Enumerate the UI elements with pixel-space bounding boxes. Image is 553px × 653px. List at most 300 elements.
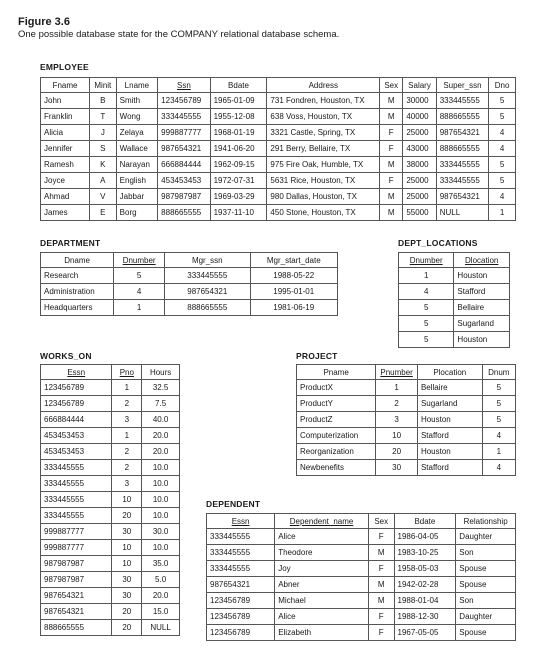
column-header-label: Mgr_ssn	[191, 256, 223, 265]
table-cell: F	[380, 173, 403, 189]
table-cell: T	[90, 109, 117, 125]
column-header-label: Dnumber	[122, 256, 156, 265]
table-cell: M	[368, 577, 394, 593]
department-column-header	[165, 253, 250, 268]
table-cell: Daughter	[456, 609, 516, 625]
table-row	[41, 460, 180, 476]
table-cell: Wallace	[116, 141, 158, 157]
table-row	[41, 173, 516, 189]
table-cell: 20	[112, 604, 142, 620]
table-row	[207, 609, 516, 625]
table-cell: 333445555	[41, 508, 112, 524]
table-row	[41, 556, 180, 572]
table-cell: 30.0	[142, 524, 180, 540]
column-header-label: Relationship	[463, 517, 508, 526]
table-cell: Houston	[454, 268, 510, 284]
table-cell: 20	[112, 508, 142, 524]
table-cell: 1983-10-25	[394, 545, 456, 561]
figure-title: Figure 3.6	[18, 16, 70, 28]
column-header-label: Minit	[94, 81, 112, 90]
column-header-label: Mgr_start_date	[266, 256, 321, 265]
table-cell: 333445555	[41, 460, 112, 476]
table-cell: Stafford	[417, 460, 482, 476]
table-cell: 888665555	[436, 141, 488, 157]
table-cell: Administration	[41, 284, 114, 300]
table-cell: NULL	[142, 620, 180, 636]
employee-header-row	[41, 78, 516, 93]
table-cell: 5	[489, 109, 516, 125]
table-cell: 333445555	[41, 492, 112, 508]
table-cell: ProductX	[297, 380, 376, 396]
table-cell: Alice	[275, 609, 369, 625]
table-row	[41, 93, 516, 109]
table-cell: 987654321	[207, 577, 275, 593]
table-cell: M	[368, 545, 394, 561]
table-cell: 1941-06-20	[210, 141, 267, 157]
column-header-label: Salary	[408, 81, 431, 90]
table-cell: 10.0	[142, 492, 180, 508]
table-cell: English	[116, 173, 158, 189]
employee-column-header	[489, 78, 516, 93]
works-on-column-header	[142, 365, 180, 380]
table-row	[297, 396, 516, 412]
table-row	[41, 588, 180, 604]
table-cell: 1	[114, 300, 165, 316]
dept-locations-column-header	[454, 253, 510, 268]
table-cell: 888665555	[436, 109, 488, 125]
table-cell: 1988-12-30	[394, 609, 456, 625]
employee-column-header	[158, 78, 210, 93]
table-cell: ProductY	[297, 396, 376, 412]
column-header-label: Dname	[64, 256, 90, 265]
table-cell: 1967-05-05	[394, 625, 456, 641]
table-cell: Ramesh	[41, 157, 90, 173]
department-column-header	[250, 253, 338, 268]
table-cell: 1	[112, 428, 142, 444]
table-cell: 5631 Rice, Houston, TX	[267, 173, 380, 189]
column-header-label: Fname	[52, 81, 78, 90]
table-cell: Research	[41, 268, 114, 284]
table-row	[41, 141, 516, 157]
employee-column-header	[267, 78, 380, 93]
table-row	[41, 412, 180, 428]
table-cell: 1969-03-29	[210, 189, 267, 205]
table-cell: 123456789	[207, 625, 275, 641]
table-row	[41, 508, 180, 524]
table-cell: Ahmad	[41, 189, 90, 205]
column-header-label: Super_ssn	[443, 81, 482, 90]
table-row	[207, 625, 516, 641]
table-cell: 666884444	[41, 412, 112, 428]
table-cell: K	[90, 157, 117, 173]
table-cell: Borg	[116, 205, 158, 221]
table-cell: 3	[112, 476, 142, 492]
table-row	[297, 460, 516, 476]
table-cell: Sugarland	[454, 316, 510, 332]
table-cell: 10	[376, 428, 418, 444]
works-on-title: WORKS_ON	[40, 351, 92, 361]
table-cell: 2	[376, 396, 418, 412]
table-cell: J	[90, 125, 117, 141]
works-on-column-header	[41, 365, 112, 380]
table-row	[41, 125, 516, 141]
table-cell: 10	[112, 492, 142, 508]
employee-column-header	[380, 78, 403, 93]
dependent-column-header	[207, 514, 275, 529]
table-cell: Alicia	[41, 125, 90, 141]
works-on-column-header	[112, 365, 142, 380]
table-cell: 666884444	[158, 157, 210, 173]
table-cell: 10	[112, 540, 142, 556]
table-cell: Daughter	[456, 529, 516, 545]
table-cell: Smith	[116, 93, 158, 109]
table-row	[399, 332, 510, 348]
dependent-header-row	[207, 514, 516, 529]
table-row	[41, 268, 338, 284]
column-header-label: Address	[308, 81, 338, 90]
table-cell: Son	[456, 593, 516, 609]
dependent-column-header	[275, 514, 369, 529]
table-cell: 987654321	[165, 284, 250, 300]
table-cell: 333445555	[436, 173, 488, 189]
table-cell: 987654321	[41, 588, 112, 604]
table-cell: 5	[482, 396, 515, 412]
table-row	[41, 396, 180, 412]
table-cell: Jabbar	[116, 189, 158, 205]
table-cell: Newbenefits	[297, 460, 376, 476]
table-cell: 987654321	[436, 125, 488, 141]
table-row	[399, 316, 510, 332]
table-cell: 3321 Castle, Spring, TX	[267, 125, 380, 141]
table-cell: Houston	[417, 444, 482, 460]
column-header-label: Dlocation	[465, 256, 499, 265]
table-cell: 25000	[403, 189, 436, 205]
column-header-label: Essn	[67, 368, 86, 377]
column-header-label: Sex	[374, 517, 389, 526]
table-cell: 1968-01-19	[210, 125, 267, 141]
table-cell: 5	[399, 300, 454, 316]
table-row	[207, 593, 516, 609]
table-cell: 38000	[403, 157, 436, 173]
table-cell: 20.0	[142, 588, 180, 604]
dept-locations-table	[398, 252, 510, 348]
table-cell: F	[380, 141, 403, 157]
table-cell: M	[380, 93, 403, 109]
column-header-label: Ssn	[176, 81, 191, 90]
table-cell: 30	[112, 572, 142, 588]
column-header-label: Sex	[384, 81, 399, 90]
table-cell: 333445555	[436, 93, 488, 109]
table-row	[207, 529, 516, 545]
table-cell: 123456789	[158, 93, 210, 109]
table-row	[41, 572, 180, 588]
dept-locations-title: DEPT_LOCATIONS	[398, 238, 478, 248]
table-cell: 1965-01-09	[210, 93, 267, 109]
employee-column-header	[210, 78, 267, 93]
table-cell: 453453453	[158, 173, 210, 189]
table-cell: Houston	[454, 332, 510, 348]
works-on-table	[40, 364, 180, 636]
table-cell: 10.0	[142, 508, 180, 524]
table-cell: 333445555	[41, 476, 112, 492]
table-row	[297, 444, 516, 460]
table-cell: 2	[112, 444, 142, 460]
table-row	[41, 428, 180, 444]
table-cell: 4	[114, 284, 165, 300]
department-table	[40, 252, 338, 316]
dependent-table	[206, 513, 516, 641]
table-cell: 5.0	[142, 572, 180, 588]
table-cell: 5	[399, 332, 454, 348]
table-row	[41, 476, 180, 492]
table-row	[41, 492, 180, 508]
table-row	[399, 268, 510, 284]
table-cell: 40.0	[142, 412, 180, 428]
table-cell: S	[90, 141, 117, 157]
table-cell: 4	[489, 141, 516, 157]
table-cell: 10.0	[142, 540, 180, 556]
table-cell: 1988-05-22	[250, 268, 338, 284]
table-cell: F	[380, 125, 403, 141]
table-row	[41, 205, 516, 221]
table-row	[41, 604, 180, 620]
table-cell: 4	[482, 460, 515, 476]
table-cell: 55000	[403, 205, 436, 221]
table-cell: 1	[482, 444, 515, 460]
column-header-label: Pname	[323, 368, 349, 377]
table-cell: Computerization	[297, 428, 376, 444]
table-cell: Stafford	[454, 284, 510, 300]
dept-locations-header-row	[399, 253, 510, 268]
table-cell: 123456789	[207, 609, 275, 625]
table-cell: Jennifer	[41, 141, 90, 157]
table-cell: 1988-01-04	[394, 593, 456, 609]
column-header-label: Lname	[124, 81, 150, 90]
table-cell: 20	[376, 444, 418, 460]
table-cell: 32.5	[142, 380, 180, 396]
project-column-header	[482, 365, 515, 380]
table-cell: Stafford	[417, 428, 482, 444]
column-header-label: Plocation	[433, 368, 467, 377]
table-cell: 20.0	[142, 444, 180, 460]
table-cell: Elizabeth	[275, 625, 369, 641]
table-cell: E	[90, 205, 117, 221]
table-row	[41, 524, 180, 540]
project-header-row	[297, 365, 516, 380]
table-row	[41, 540, 180, 556]
table-row	[41, 620, 180, 636]
table-cell: 4	[482, 428, 515, 444]
table-cell: 1986-04-05	[394, 529, 456, 545]
project-column-header	[376, 365, 418, 380]
dependent-column-header	[394, 514, 456, 529]
column-header-label: Dependent_name	[289, 517, 354, 526]
table-cell: 333445555	[207, 561, 275, 577]
table-cell: 888665555	[158, 205, 210, 221]
table-cell: F	[368, 609, 394, 625]
table-cell: 987654321	[436, 189, 488, 205]
table-cell: Spouse	[456, 577, 516, 593]
department-column-header	[114, 253, 165, 268]
table-cell: 453453453	[41, 428, 112, 444]
table-row	[399, 300, 510, 316]
table-cell: 5	[482, 412, 515, 428]
table-cell: F	[368, 625, 394, 641]
table-cell: Spouse	[456, 561, 516, 577]
table-cell: 731 Fondren, Houston, TX	[267, 93, 380, 109]
column-header-label: Pno	[119, 368, 134, 377]
dependent-title: DEPENDENT	[206, 499, 261, 509]
table-cell: 123456789	[41, 380, 112, 396]
table-cell: Narayan	[116, 157, 158, 173]
table-cell: M	[368, 593, 394, 609]
table-cell: 888665555	[165, 300, 250, 316]
department-column-header	[41, 253, 114, 268]
table-cell: 987987987	[41, 572, 112, 588]
table-cell: 30	[112, 588, 142, 604]
table-cell: 5	[489, 93, 516, 109]
table-cell: 5	[399, 316, 454, 332]
table-cell: 999887777	[158, 125, 210, 141]
table-cell: Reorganization	[297, 444, 376, 460]
department-header-row	[41, 253, 338, 268]
table-cell: M	[380, 109, 403, 125]
table-cell: 888665555	[41, 620, 112, 636]
table-row	[41, 189, 516, 205]
table-cell: Abner	[275, 577, 369, 593]
table-cell: 4	[489, 125, 516, 141]
table-cell: 35.0	[142, 556, 180, 572]
table-row	[297, 380, 516, 396]
table-cell: V	[90, 189, 117, 205]
table-cell: 333445555	[207, 529, 275, 545]
employee-title: EMPLOYEE	[40, 62, 89, 72]
table-cell: Joyce	[41, 173, 90, 189]
table-cell: 987987987	[158, 189, 210, 205]
table-cell: 975 Fire Oak, Humble, TX	[267, 157, 380, 173]
column-header-label: Dnumber	[409, 256, 443, 265]
table-row	[41, 109, 516, 125]
dept-locations-column-header	[399, 253, 454, 268]
project-column-header	[297, 365, 376, 380]
table-cell: 1962-09-15	[210, 157, 267, 173]
table-cell: 1942-02-28	[394, 577, 456, 593]
table-cell: 333445555	[158, 109, 210, 125]
table-cell: Joy	[275, 561, 369, 577]
employee-table	[40, 77, 516, 221]
employee-column-header	[436, 78, 488, 93]
project-table	[296, 364, 516, 476]
table-cell: 1937-11-10	[210, 205, 267, 221]
table-cell: 1	[399, 268, 454, 284]
table-cell: 980 Dallas, Houston, TX	[267, 189, 380, 205]
table-cell: 333445555	[165, 268, 250, 284]
table-row	[41, 284, 338, 300]
table-cell: 5	[114, 268, 165, 284]
dependent-column-header	[456, 514, 516, 529]
table-cell: 987987987	[41, 556, 112, 572]
table-row	[41, 300, 338, 316]
table-cell: 1981-06-19	[250, 300, 338, 316]
table-cell: 453453453	[41, 444, 112, 460]
table-cell: 3	[112, 412, 142, 428]
table-cell: 123456789	[207, 593, 275, 609]
table-cell: 987654321	[41, 604, 112, 620]
table-cell: Headquarters	[41, 300, 114, 316]
table-cell: Zelaya	[116, 125, 158, 141]
table-cell: 291 Berry, Bellaire, TX	[267, 141, 380, 157]
table-cell: 333445555	[207, 545, 275, 561]
table-cell: Houston	[417, 412, 482, 428]
table-cell: 20.0	[142, 428, 180, 444]
column-header-label: Dno	[494, 81, 510, 90]
table-row	[207, 545, 516, 561]
table-cell: 2	[112, 460, 142, 476]
column-header-label: Pnumber	[380, 368, 413, 377]
table-cell: 3	[376, 412, 418, 428]
employee-column-header	[90, 78, 117, 93]
table-cell: Spouse	[456, 625, 516, 641]
table-cell: 1	[112, 380, 142, 396]
table-cell: Bellaire	[417, 380, 482, 396]
table-cell: 30	[376, 460, 418, 476]
table-cell: 1958-05-03	[394, 561, 456, 577]
table-row	[207, 577, 516, 593]
project-title: PROJECT	[296, 351, 338, 361]
table-cell: 1	[489, 205, 516, 221]
table-cell: B	[90, 93, 117, 109]
table-cell: Sugarland	[417, 396, 482, 412]
column-header-label: Bdate	[228, 81, 249, 90]
table-row	[297, 412, 516, 428]
employee-column-header	[403, 78, 436, 93]
dependent-column-header	[368, 514, 394, 529]
table-cell: 4	[399, 284, 454, 300]
table-cell: F	[368, 529, 394, 545]
table-cell: 30000	[403, 93, 436, 109]
table-cell: 1972-07-31	[210, 173, 267, 189]
department-title: DEPARTMENT	[40, 238, 101, 248]
column-header-label: Bdate	[414, 517, 436, 526]
table-cell: Franklin	[41, 109, 90, 125]
table-cell: John	[41, 93, 90, 109]
table-cell: 638 Voss, Houston, TX	[267, 109, 380, 125]
figure-caption: One possible database state for the COMPANY relational database schema.	[18, 29, 340, 40]
table-cell: Son	[456, 545, 516, 561]
table-cell: 10	[112, 556, 142, 572]
table-cell: Michael	[275, 593, 369, 609]
table-cell: Bellaire	[454, 300, 510, 316]
table-cell: 999887777	[41, 540, 112, 556]
table-cell: 999887777	[41, 524, 112, 540]
table-cell: Wong	[116, 109, 158, 125]
project-column-header	[417, 365, 482, 380]
table-cell: 30	[112, 524, 142, 540]
table-cell: 10.0	[142, 460, 180, 476]
table-cell: M	[380, 157, 403, 173]
table-cell: M	[380, 189, 403, 205]
employee-column-header	[116, 78, 158, 93]
table-cell: 43000	[403, 141, 436, 157]
table-cell: 2	[112, 396, 142, 412]
table-cell: James	[41, 205, 90, 221]
table-cell: 40000	[403, 109, 436, 125]
table-cell: ProductZ	[297, 412, 376, 428]
table-cell: 450 Stone, Houston, TX	[267, 205, 380, 221]
table-cell: 20	[112, 620, 142, 636]
table-row	[41, 157, 516, 173]
table-row	[297, 428, 516, 444]
